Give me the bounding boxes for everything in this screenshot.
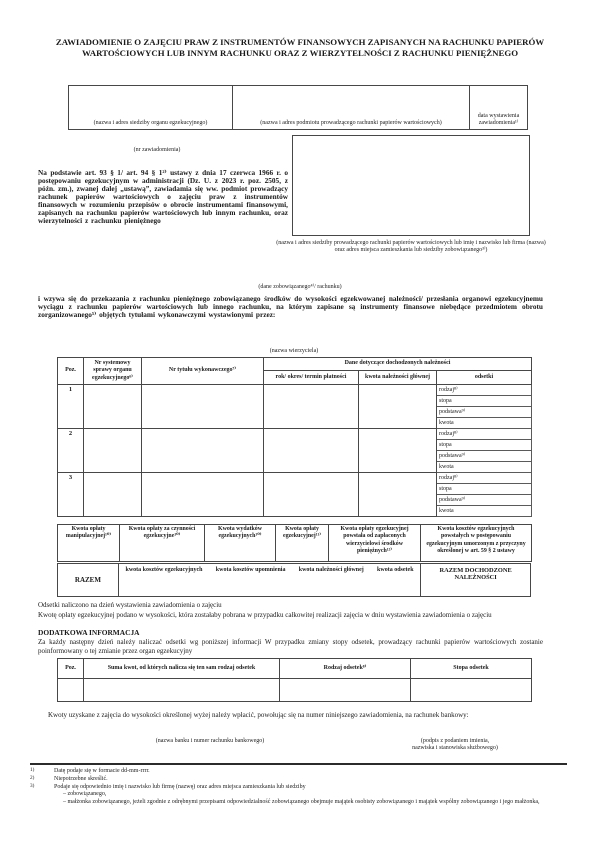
nr-systemowy-cell bbox=[84, 473, 142, 517]
footnote-3-text bbox=[54, 784, 578, 807]
info-poz-cell bbox=[58, 679, 84, 702]
info-col-suma-kwot: Suma kwot, od których nalicza się ten sam rodzaj odsetek bbox=[84, 659, 280, 679]
nr-systemowy-cell bbox=[84, 385, 142, 429]
naleznosci-table bbox=[57, 357, 532, 517]
nr-tytulu-cell bbox=[142, 473, 264, 517]
rok-okres-cell bbox=[264, 473, 359, 517]
zobowiazany-box bbox=[292, 135, 530, 236]
wydatki-egzekucyjne-header: Kwota wydatków egzekucyjnych¹⁰⁾ bbox=[205, 525, 276, 562]
rok-okres-cell bbox=[264, 385, 359, 429]
organ-egzekucyjny-box bbox=[68, 85, 233, 130]
kwota-odsetek-label: kwota odsetek bbox=[377, 567, 414, 573]
podmiot-prowadzacy-box bbox=[232, 85, 470, 130]
kwota-kosztow-egzekucyjnych-label: kwota kosztów egzekucyjnych bbox=[125, 567, 203, 573]
odsetki-rodzaj-label: rodzaj⁸⁾ bbox=[437, 385, 532, 396]
footnote-divider bbox=[30, 763, 567, 765]
wierzyciel-caption: (nazwa wierzyciela) bbox=[269, 348, 319, 354]
nr-tytulu-cell bbox=[142, 385, 264, 429]
signature-caption-line1: (podpis z podaniem imienia, bbox=[420, 738, 490, 744]
footnote-2-text: Niepotrzebne skreślić. bbox=[54, 775, 108, 782]
kwota-glowna-cell bbox=[359, 429, 437, 473]
odsetki-stopa-label: stopa bbox=[437, 440, 532, 451]
oplata-note: Kwotę opłaty egzekucyjnej podano w wysokości, która zostałaby pobrana w przypadku całkowitej realizacji zajęcia w dniu wystawienia zawiadomienia o zajęciu bbox=[38, 611, 492, 619]
oplata-manipulacyjna-header: Kwota opłaty manipulacyjnej¹⁰⁾ bbox=[58, 525, 120, 562]
kwota-glowna-cell bbox=[359, 473, 437, 517]
footnote-1-marker: 1) bbox=[30, 767, 35, 773]
info-stopa-odsetek-cell bbox=[411, 679, 532, 702]
rok-okres-cell bbox=[264, 429, 359, 473]
col-header-nr-tytulu: Nr tytułu wykonawczego⁷⁾ bbox=[142, 358, 264, 385]
footnote-1 bbox=[30, 768, 578, 776]
odsetki-podstawa-label: podstawa⁹⁾ bbox=[437, 495, 532, 506]
footnote-3-marker: 3) bbox=[30, 782, 35, 789]
organ-egzekucyjny-caption: (nazwa i adres siedziby organu egzekucyjnego) bbox=[93, 120, 208, 127]
signature-caption bbox=[365, 738, 545, 752]
footnote-3-item-2: – małżonka zobowiązanego, jeżeli zgodnie z odrębnymi przepisami odpowiedzialność zobowiązanego obejmuje majątek osobisty zobowiązanego i majątek wspólny zobowiązanego i jego małżonka, bbox=[63, 799, 540, 806]
data-wystawienia-label: data wystawienia zawiadomienia¹⁾ bbox=[477, 113, 520, 127]
col-header-dane-group: Dane dotyczące dochodzonych należności bbox=[264, 358, 532, 371]
kwota-naleznosci-glownej-label: kwota należności głównej bbox=[298, 567, 364, 573]
legal-basis-paragraph: Na podstawie art. 93 § 1/ art. 94 § 1²⁾ ustawy z dnia 17 czerwca 1966 r. o postępowaniu egzekucyjnym w administracji (Dz. U. z 2023 r. poz. 2505, z późn. zm.), zwanej dalej „ustawą”, zawiadamia się ww. podmiot prowadzący rachunek papierów wartościowych o zajęciu praw z instrumentów finansowych w rozumieniu przepisów o obrocie instrumentami finansowymi, zapisanych na rachunku papierów wartościowych lub innym rachunku, oraz wierzytelności z rachunku pieniężnego bbox=[38, 168, 288, 225]
wplata-instruction: Kwoty uzyskane z zajęcia do wysokości określonej wyżej należy wpłacić, powołując się na numer niniejszego zawiadomienia, na rachunek bankowy: bbox=[48, 711, 469, 719]
dodatkowa-informacja-heading: DODATKOWA INFORMACJA bbox=[38, 628, 140, 637]
nr-zawiadomienia-caption: (nr zawiadomienia) bbox=[133, 147, 181, 153]
info-rodzaj-odsetek-cell bbox=[280, 679, 411, 702]
footnote-2 bbox=[30, 776, 578, 784]
poz-value: 3 bbox=[58, 473, 84, 517]
podmiot-prowadzacy-caption: (nazwa i adres podmiotu prowadzącego rachunki papierów wartościowych) bbox=[260, 120, 442, 127]
razem-label: RAZEM bbox=[58, 564, 119, 596]
razem-items bbox=[119, 564, 420, 596]
koszty-umorzone-header: Kwota kosztów egzekucyjnych powstałych w postępowaniu egzekucyjnym umorzonym z przyczyny określonej w art. 59 § 2 ustawy bbox=[421, 525, 532, 562]
form-title: ZAWIADOMIENIE O ZAJĘCIU PRAW Z INSTRUMENTÓW FINANSOWYCH ZAPISANYCH NA RACHUNKU PAPIERÓW WARTOŚCIOWYCH LUB INNYM RACHUNKU ORAZ Z WIERZYTELNOŚCI Z RACHUNKU PIENIĘŻNEGO bbox=[55, 37, 545, 58]
dane-zobowiazanego-caption: (dane zobowiązanego⁴⁾/ rachunku) bbox=[258, 284, 342, 290]
header-boxes-row bbox=[68, 85, 528, 130]
info-col-rodzaj-odsetek: Rodzaj odsetek⁸⁾ bbox=[280, 659, 411, 679]
odsetki-info-table bbox=[57, 658, 532, 702]
kwota-glowna-cell bbox=[359, 385, 437, 429]
info-suma-kwot-cell bbox=[84, 679, 280, 702]
odsetki-kwota-label: kwota bbox=[437, 506, 532, 517]
kwota-kosztow-upomnienia-label: kwota kosztów upomnienia bbox=[215, 567, 286, 573]
info-col-stopa-odsetek: Stopa odsetek bbox=[411, 659, 532, 679]
zobowiazany-box-caption: (nazwa i adres siedziby prowadzącego rachunki papierów wartościowych lub imię i nazwisko lub firma (nazwa) oraz adres miejsca zamieszkania lub siedziby zobowiązanego³⁾) bbox=[276, 240, 546, 254]
odsetki-stopa-label: stopa bbox=[437, 396, 532, 407]
oplata-egzekucyjna-header: Kwota opłaty egzekucyjnej¹¹⁾ bbox=[276, 525, 329, 562]
odsetki-kwota-label: kwota bbox=[437, 462, 532, 473]
razem-dochodzone-label: RAZEM DOCHODZONE NALEŻNOŚCI bbox=[420, 564, 530, 596]
col-header-rok-okres: rok/ okres/ termin płatności bbox=[264, 371, 359, 385]
col-header-nr-systemowy: Nr systemowy sprawy organu egzekucyjnego⁶⁾ bbox=[84, 358, 142, 385]
wezwanie-paragraph: i wzywa się do przekazania z rachunku pieniężnego zobowiązanego środków do wysokości egzekwowanej należności/ przesłania organowi egzekucyjnemu wyciągu z rachunku papierów wartościowych lub innego rachunku, na którym zapisane są instrumenty finansowe niebędące przedmiotem obrotu zorganizowanego⁵⁾ objętych tytułami wykonawczymi wystawionymi przez: bbox=[38, 294, 543, 319]
footnote-3-item-1: – zobowiązanego, bbox=[63, 791, 107, 798]
razem-row bbox=[57, 563, 531, 597]
footnote-2-marker: 2) bbox=[30, 774, 35, 781]
info-col-poz: Poz. bbox=[58, 659, 84, 679]
dodatkowa-informacja-text: Za każdy następny dzień należy naliczać odsetki wg poniższej informacji W przypadku zmiany stopy odsetek, prowadzący rachunki papierów wartościowych zostanie poinformowany o tej zmianie przez organ egzekucyjny bbox=[38, 638, 543, 655]
odsetki-podstawa-label: podstawa⁹⁾ bbox=[437, 407, 532, 418]
footnote-3 bbox=[30, 784, 578, 807]
odsetki-rodzaj-label: rodzaj⁸⁾ bbox=[437, 473, 532, 484]
oplaty-table bbox=[57, 524, 532, 562]
col-header-odsetki: odsetki bbox=[437, 371, 532, 385]
bank-account-caption: (nazwa banku i numer rachunku bankowego) bbox=[155, 738, 265, 744]
odsetki-kwota-label: kwota bbox=[437, 418, 532, 429]
signature-caption-line2: nazwiska i stanowiska służbowego) bbox=[412, 745, 498, 752]
odsetki-note: Odsetki naliczono na dzień wystawienia zawiadomienia o zajęciu bbox=[38, 601, 222, 609]
col-header-poz: Poz. bbox=[58, 358, 84, 385]
nr-systemowy-cell bbox=[84, 429, 142, 473]
footnotes bbox=[30, 768, 578, 807]
oplata-od-zaplaconych-header: Kwota opłaty egzekucyjnej powstała od zapłaconych wierzycielowi środków pieniężnych¹²⁾ bbox=[329, 525, 421, 562]
footnote-3-intro: Podaje się odpowiednio imię i nazwisko lub firmę (nazwę) oraz adres miejsca zamieszkania lub siedziby bbox=[54, 783, 306, 790]
poz-value: 1 bbox=[58, 385, 84, 429]
oplata-za-czynnosci-header: Kwota opłaty za czynności egzekucyjne¹⁰⁾ bbox=[120, 525, 205, 562]
col-header-kwota-glowna: kwota należności głównej bbox=[359, 371, 437, 385]
odsetki-stopa-label: stopa bbox=[437, 484, 532, 495]
footnote-1-text: Datę podaje się w formacie dd-mm-rrrr. bbox=[54, 768, 150, 774]
odsetki-podstawa-label: podstawa⁹⁾ bbox=[437, 451, 532, 462]
odsetki-rodzaj-label: rodzaj⁸⁾ bbox=[437, 429, 532, 440]
nr-tytulu-cell bbox=[142, 429, 264, 473]
data-wystawienia-box bbox=[469, 85, 528, 130]
poz-value: 2 bbox=[58, 429, 84, 473]
